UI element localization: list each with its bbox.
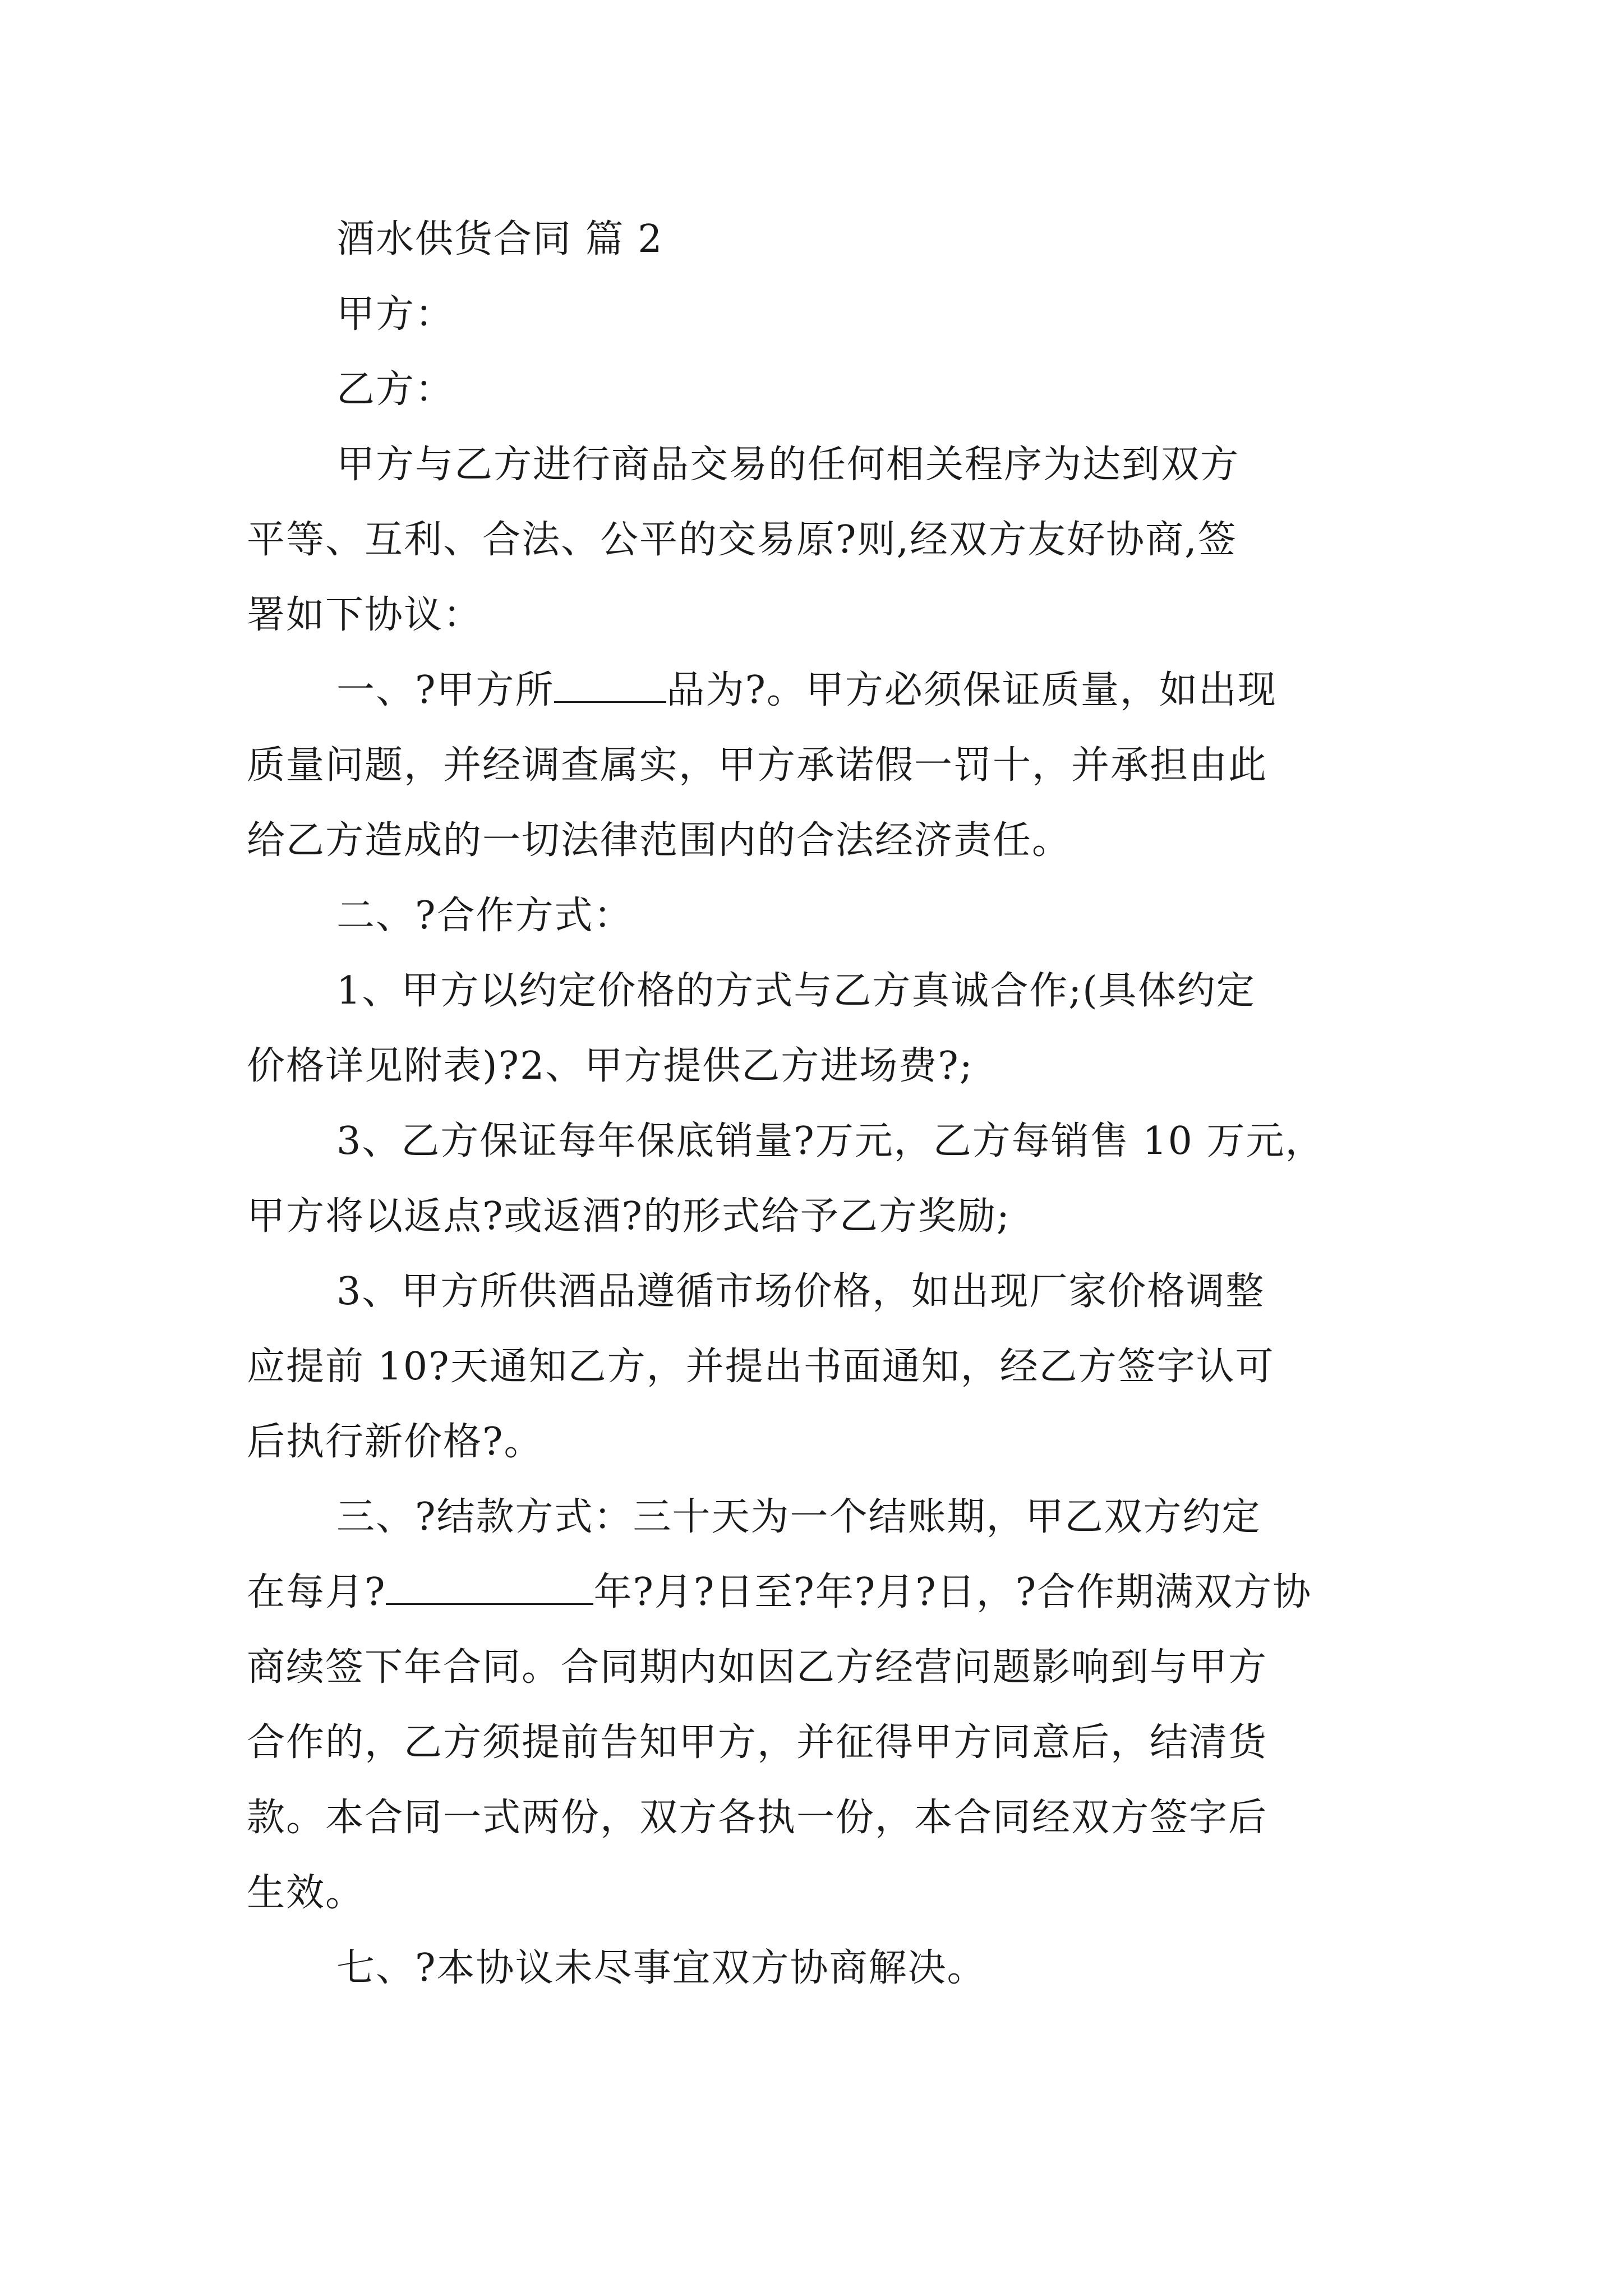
clause-3-line: 合作的，乙方须提前告知甲方，并征得甲方同意后，结清货 <box>247 1720 1268 1765</box>
clause-3-line: 商续签下年合同。合同期内如因乙方经营问题影响到与甲方 <box>247 1645 1268 1690</box>
clause-2-heading: 二、?合作方式： <box>336 894 633 938</box>
fill-in-blank <box>554 666 666 703</box>
clause-2-item-line: 价格详见附表)?2、甲方提供乙方进场费?; <box>247 1044 974 1088</box>
clause-2-item-line: 后执行新价格?。 <box>247 1420 543 1464</box>
document-body <box>247 202 1385 2006</box>
clause-1-prefix: 一、?甲方所 <box>336 668 555 712</box>
clause-1-line: 质量问题，并经调查属实，甲方承诺假一罚十，并承担由此 <box>247 743 1268 788</box>
intro-line: 平等、互利、合法、公平的交易原?则,经双方友好协商,签 <box>247 518 1237 562</box>
clause-3-line: 三、?结款方式：三十天为一个结账期，甲乙双方约定 <box>336 1495 1261 1539</box>
clause-2-item-line: 应提前 10?天通知乙方，并提出书面通知，经乙方签字认可 <box>247 1345 1275 1389</box>
intro-line: 署如下协议： <box>247 593 483 637</box>
clause-2-item-line: 3、乙方保证每年保底销量?万元，乙方每销售 10 万元， <box>336 1119 1325 1163</box>
document-title: 酒水供货合同 篇 2 <box>336 217 663 261</box>
clause-2-item-line: 1、甲方以约定价格的方式与乙方真诚合作;(具体约定 <box>336 969 1256 1013</box>
party-a-label: 甲方： <box>336 292 455 337</box>
clause-3-line: 生效。 <box>247 1871 365 1915</box>
clause-3-line <box>247 1555 1385 1630</box>
clause-1-line <box>247 653 1385 728</box>
intro-line: 甲方与乙方进行商品交易的任何相关程序为达到双方 <box>336 443 1240 487</box>
clause-7-line: 七、?本协议未尽事宜双方协商解决。 <box>336 1946 986 1990</box>
clause-1-suffix: 品为?。甲方必须保证质量，如出现 <box>666 668 1277 712</box>
clause-2-item-line: 3、甲方所供酒品遵循市场价格，如出现厂家价格调整 <box>336 1269 1265 1314</box>
clause-2-item-line: 甲方将以返点?或返酒?的形式给予乙方奖励; <box>247 1194 1011 1239</box>
clause-1-line: 给乙方造成的一切法律范围内的合法经济责任。 <box>247 818 1072 863</box>
fill-in-blank <box>386 1568 593 1605</box>
clause-3-line: 款。本合同一式两份，双方各执一份，本合同经双方签字后 <box>247 1796 1268 1840</box>
clause-3-suffix: 年?月?日至?年?月?日，?合作期满双方协 <box>593 1570 1312 1614</box>
clause-3-prefix: 在每月? <box>247 1570 386 1614</box>
party-b-label: 乙方： <box>336 367 455 412</box>
